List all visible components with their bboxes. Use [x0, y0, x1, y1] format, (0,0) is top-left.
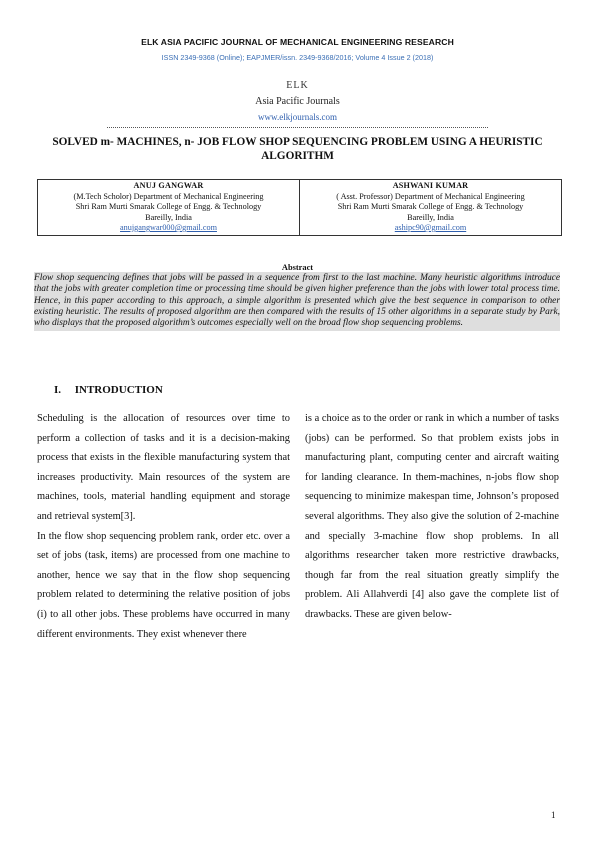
author-cell-1	[38, 180, 300, 236]
body-paragraph: In the flow shop sequencing problem rank, order etc. over a set of jobs (task, items) are processed from one machine to another, hence we say that in the flow shop sequencing problem related to determining the relative position of jobs (i) to all other jobs. These problems have occurred in many different environments. They exist whenever there	[37, 530, 290, 640]
body-paragraph: Scheduling is the allocation of resources over time to perform a collection of tasks and it is a decision-making process that exists in the flexible manufacturing system that increases productivity. Main resources of the system are machines, tools, material handling equipment and storage and retrieval system[3].	[37, 413, 290, 522]
journal-url-link[interactable]: www.elkjournals.com	[258, 112, 337, 122]
author-name: ASHWANI KUMAR	[392, 181, 469, 190]
paper-title: SOLVED m- MACHINES, n- JOB FLOW SHOP SEQUENCING PROBLEM USING A HEURISTIC ALGORITHM	[52, 136, 543, 162]
left-column	[37, 409, 290, 644]
author-role: ( Asst. Professor) Department of Mechanical Engineering	[336, 191, 525, 201]
section-number: I.	[54, 384, 62, 396]
author-cell-2	[300, 180, 562, 236]
body-paragraph: is a choice as to the order or rank in which a number of tasks (jobs) can be performed. So that problem exists jobs in manufacturing plant, computing center and aircraft waiting for landing clearance. In them-machines, n-jobs flow shop sequencing to minimize makespan time, Johnson’s proposed several algorithms. They also give the solution of 2-machine and specially 3-machine flow shop problems. In all algorithms researcher taken more restrictive drawbacks, though far from the real situation greatly simplify the problem. Ali Allahverdi [4] also gave the complete list of drawbacks. These are given below-	[305, 413, 559, 620]
author-location: Bareilly, India	[145, 212, 192, 222]
author-table	[37, 179, 562, 236]
journal-name: ELK ASIA PACIFIC JOURNAL OF MECHANICAL ENGINEERING RESEARCH	[141, 37, 454, 47]
section-title: INTRODUCTION	[74, 384, 163, 396]
author-name: ANUJ GANGWAR	[133, 181, 204, 190]
journal-logo-subtitle: Asia Pacific Journals	[255, 96, 340, 107]
author-college: Shri Ram Murti Smarak College of Engg. & Technology	[75, 202, 262, 211]
issn-line: ISSN 2349-9368 (Online); EAPJMER/issn. 2349-9368/2016; Volume 4 Issue 2 (2018)	[161, 53, 434, 62]
author-email-link[interactable]: anujgangwar000@gmail.com	[120, 223, 217, 232]
author-role: (M.Tech Scholor) Department of Mechanical Engineering	[73, 191, 264, 201]
abstract-text: Flow shop sequencing defines that jobs will be passed in a sequence from first to the last machine. Many heuristic algorithms introduce that the jobs with greater completion time or processing time should be given higher preference than the jobs with lower total process time. Hence, in this paper according to this approach, a simple algorithm is presented which give the best sequence in comparison to other existing heuristic. The results of proposed algorithm are then compared with the results of 15 other algorithms in a separate study by Park, who displays that the proposed algorithm’s outcomes especially well on the broad flow shop sequencing problems.	[34, 272, 560, 331]
right-column	[305, 409, 559, 625]
header-dotted-divider	[107, 127, 488, 128]
author-location: Bareilly, India	[407, 212, 454, 222]
section-heading	[54, 384, 163, 396]
abstract-heading: Abstract	[281, 263, 314, 272]
author-college: Shri Ram Murti Smarak College of Engg. & Technology	[337, 202, 524, 211]
page-number: 1	[551, 810, 556, 820]
journal-logo: ELK	[286, 80, 309, 91]
author-email-link[interactable]: ashipc90@gmail.com	[394, 223, 467, 232]
